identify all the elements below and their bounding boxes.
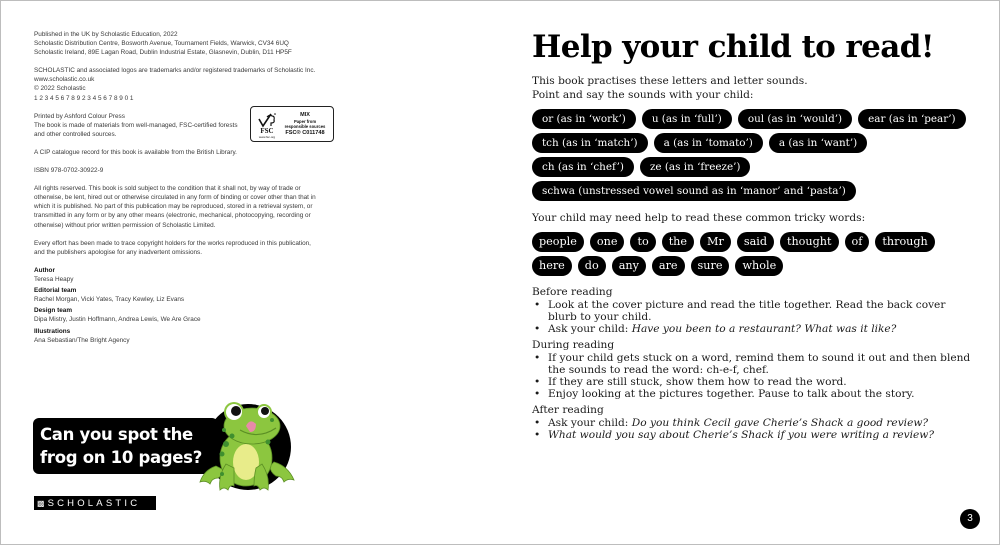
credit-heading: Author bbox=[34, 267, 55, 274]
page-number-badge: 3 bbox=[960, 509, 980, 529]
credit-heading: Editorial team bbox=[34, 287, 77, 295]
tricky-word-pill: the bbox=[662, 232, 694, 252]
rights-line: which it is published. No part of this publication may be reproduced, stored in a retrieval system, or bbox=[34, 203, 313, 211]
credit-value: Ana Sebastian/The Bright Agency bbox=[34, 336, 130, 344]
fsc-tree-check-icon bbox=[257, 112, 277, 128]
scholastic-logo bbox=[34, 496, 156, 510]
effort-line: Every effort has been made to trace copyright holders for the works reproduced in this publication, bbox=[34, 239, 311, 247]
printer-line: and other controlled sources. bbox=[34, 130, 117, 138]
sounds-intro-line: Point and say the sounds with your child: bbox=[532, 89, 754, 101]
printer-line: The book is made of materials from well-managed, FSC-certified forests bbox=[34, 121, 238, 129]
before-reading-heading: Before reading bbox=[532, 286, 613, 298]
list-item-text: Ask your child: bbox=[548, 323, 632, 335]
rights-notice bbox=[34, 184, 334, 229]
sound-pill: or (as in ‘work’) bbox=[532, 109, 636, 129]
fsc-logo bbox=[254, 109, 280, 139]
reading-guide bbox=[532, 30, 972, 444]
tricky-word-pill: sure bbox=[691, 256, 730, 276]
after-reading-list bbox=[532, 417, 972, 441]
list-item-question: What would you say about Cherie’s Shack if you were writing a review? bbox=[548, 429, 935, 441]
tricky-word-pill: people bbox=[532, 232, 584, 252]
list-item-text: If they are still stuck, show them how to read the word. bbox=[548, 376, 847, 388]
fsc-brand: FSC bbox=[260, 127, 274, 135]
copyright-effort-notice bbox=[34, 239, 334, 257]
credit-value: Teresa Heapy bbox=[34, 276, 74, 284]
page-title: Help your child to read! bbox=[532, 29, 934, 65]
trademark-info bbox=[34, 66, 334, 102]
after-reading-heading: After reading bbox=[532, 404, 604, 416]
sound-pill: a (as in ‘want’) bbox=[769, 133, 867, 153]
tricky-words-list bbox=[532, 232, 972, 276]
sound-pill: a (as in ‘tomato’) bbox=[654, 133, 763, 153]
sounds-list bbox=[532, 109, 972, 201]
list-item-question: Do you think Cecil gave Cherie’s Shack a good review? bbox=[631, 417, 929, 429]
scholastic-wordmark: SCHOLASTIC bbox=[47, 497, 141, 509]
fsc-mix: MIX bbox=[300, 111, 310, 118]
tricky-word-pill: through bbox=[875, 232, 934, 252]
tricky-word-pill: whole bbox=[735, 256, 783, 276]
credits-block bbox=[34, 266, 201, 347]
website-link[interactable]: www.scholastic.co.uk bbox=[34, 76, 95, 84]
list-item-text: If your child gets stuck on a word, remind them to sound it out and then blend the sounds to read the word: ch-e-f, chef. bbox=[548, 352, 971, 376]
credit-value: Dipa Mistry, Justin Hoffmann, Andrea Lewis, We Are Grace bbox=[34, 316, 201, 324]
sound-pill: ch (as in ‘chef’) bbox=[532, 157, 634, 177]
list-item-text: Look at the cover picture and read the title together. Read the back cover blurb to your child. bbox=[548, 299, 946, 323]
sound-pill: u (as in ‘full’) bbox=[642, 109, 732, 129]
frog-challenge-line: Can you spot the bbox=[40, 425, 193, 444]
list-item-question: Have you been to a restaurant? What was it like? bbox=[631, 323, 897, 335]
copyright-line: © 2022 Scholastic bbox=[34, 85, 86, 93]
tricky-word-pill: any bbox=[612, 256, 646, 276]
fsc-url: www.fsc.org bbox=[258, 135, 276, 139]
rights-line: otherwise, be lent, hired out or otherwise circulated in any form of binding or cover other than that in bbox=[34, 194, 316, 202]
sound-pill: oul (as in ‘would’) bbox=[738, 109, 852, 129]
sounds-intro bbox=[532, 74, 972, 102]
cip-record: A CIP catalogue record for this book is available from the British Library. bbox=[34, 148, 237, 156]
list-item bbox=[532, 417, 972, 429]
during-reading-heading: During reading bbox=[532, 339, 615, 351]
printing-number-line: 1 2 3 4 5 6 7 8 9 2 3 4 5 6 7 8 9 0 1 bbox=[34, 94, 134, 102]
frog-challenge-text bbox=[40, 423, 202, 469]
frog-challenge-banner bbox=[33, 418, 218, 474]
list-item bbox=[532, 429, 972, 441]
publisher-line: Published in the UK by Scholastic Education, 2022 bbox=[34, 31, 178, 38]
list-item bbox=[532, 299, 972, 323]
tricky-word-pill: are bbox=[652, 256, 685, 276]
before-reading-list bbox=[532, 299, 972, 335]
publisher-line: Scholastic Distribution Centre, Bosworth Avenue, Tournament Fields, Warwick, CV34 6UQ bbox=[34, 40, 289, 48]
tricky-word-pill: said bbox=[737, 232, 774, 252]
printer-line: Printed by Ashford Colour Press bbox=[34, 112, 125, 120]
list-item-text: Enjoy looking at the pictures together. Pause to talk about the story. bbox=[548, 388, 915, 400]
list-item-text: Ask your child: bbox=[548, 417, 632, 429]
publisher-line: Scholastic Ireland, 89E Lagan Road, Dublin Industrial Estate, Glasnevin, Dublin, D11 HP5F bbox=[34, 49, 292, 57]
tricky-word-pill: Mr bbox=[700, 232, 731, 252]
during-reading-list bbox=[532, 352, 972, 400]
tricky-words-intro: Your child may need help to read these common tricky words: bbox=[532, 212, 866, 224]
tricky-word-pill: here bbox=[532, 256, 572, 276]
open-book-icon: ▩ bbox=[37, 498, 45, 508]
frog-challenge-line: frog on 10 pages? bbox=[40, 448, 202, 467]
credit-heading: Design team bbox=[34, 307, 73, 315]
effort-line: and the publishers apologise for any inadvertent omissions. bbox=[34, 248, 203, 256]
fsc-paper-line: responsible sources bbox=[284, 123, 326, 129]
list-item bbox=[532, 376, 972, 388]
trademark-line: SCHOLASTIC and associated logos are trademarks and/or registered trademarks of Scholastic Inc. bbox=[34, 67, 316, 75]
tricky-word-pill: to bbox=[630, 232, 655, 252]
fsc-text bbox=[280, 112, 330, 137]
frog-illustration-icon bbox=[196, 396, 300, 496]
credit-heading: Illustrations bbox=[34, 327, 71, 335]
fsc-paper-line: Paper from bbox=[293, 118, 317, 124]
fsc-badge bbox=[250, 106, 334, 142]
imprint-block bbox=[34, 30, 334, 266]
sound-pill: ear (as in ‘pear’) bbox=[858, 109, 965, 129]
tricky-word-pill: one bbox=[590, 232, 625, 252]
tricky-word-pill: do bbox=[578, 256, 606, 276]
list-item bbox=[532, 323, 972, 335]
credit-value: Rachel Morgan, Vicki Yates, Tracy Kewley, Liz Evans bbox=[34, 296, 185, 304]
sound-pill: tch (as in ‘match’) bbox=[532, 133, 648, 153]
sound-pill: ze (as in ‘freeze’) bbox=[640, 157, 751, 177]
tricky-word-pill: thought bbox=[780, 232, 839, 252]
list-item bbox=[532, 388, 972, 400]
sounds-intro-line: This book practises these letters and letter sounds. bbox=[532, 75, 808, 87]
sound-pill: schwa (unstressed vowel sound as in ‘manor’ and ‘pasta’) bbox=[532, 181, 856, 201]
tricky-word-pill: of bbox=[845, 232, 870, 252]
publisher-info bbox=[34, 30, 334, 57]
list-item bbox=[532, 352, 972, 376]
rights-line: transmitted in any form or by any other means (electronic, mechanical, photocopying, recording or bbox=[34, 212, 311, 220]
rights-line: otherwise) without prior written permission of Scholastic Limited. bbox=[34, 221, 216, 229]
rights-line: All rights reserved. This book is sold subject to the condition that it shall not, by way of trade or bbox=[34, 185, 301, 193]
fsc-code: FSC® C011748 bbox=[285, 129, 325, 136]
isbn: ISBN 978-0702-30922-9 bbox=[34, 167, 104, 175]
